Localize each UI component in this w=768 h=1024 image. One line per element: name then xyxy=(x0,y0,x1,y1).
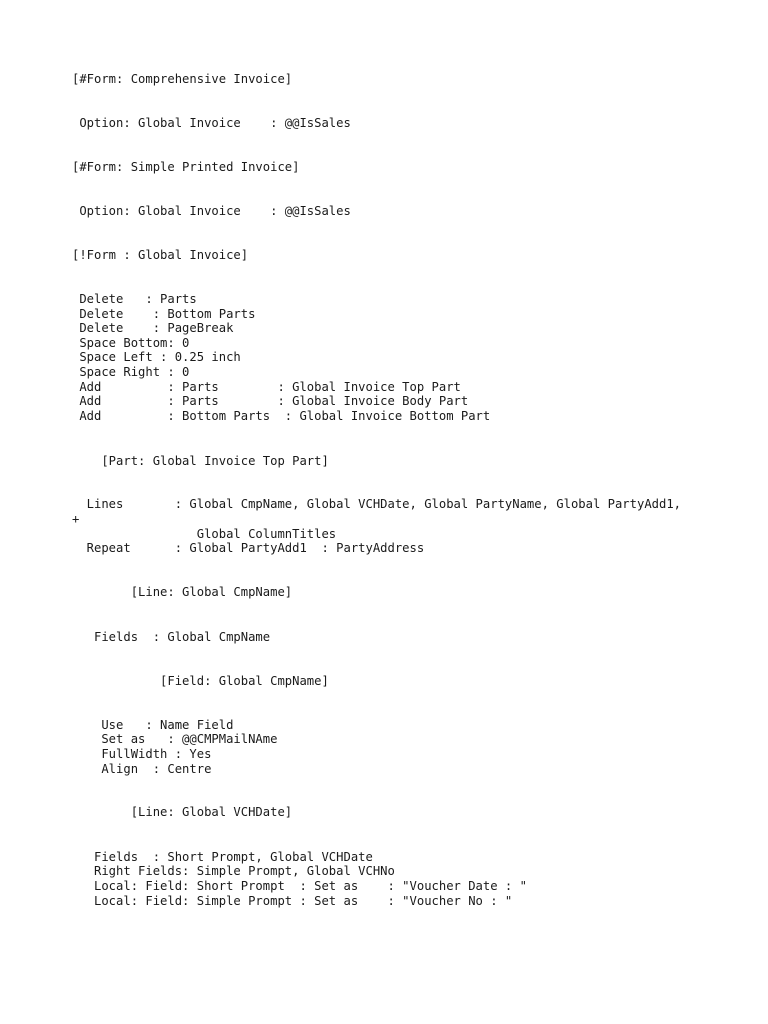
code-line: [!Form : Global Invoice] xyxy=(72,248,249,262)
code-line: Option: Global Invoice : @@IsSales xyxy=(72,204,351,218)
code-line: Local: Field: Short Prompt : Set as : "Voucher Date : " xyxy=(72,879,527,893)
code-line: Add : Bottom Parts : Global Invoice Bottom Part xyxy=(72,409,491,423)
code-line: Delete : Parts xyxy=(72,292,197,306)
code-line: Add : Parts : Global Invoice Body Part xyxy=(72,394,469,408)
code-line: Option: Global Invoice : @@IsSales xyxy=(72,116,351,130)
code-line: Delete : Bottom Parts xyxy=(72,307,256,321)
code-line: [Line: Global CmpName] xyxy=(72,585,293,599)
code-line: Global ColumnTitles xyxy=(72,527,337,541)
code-line: [Part: Global Invoice Top Part] xyxy=(72,454,329,468)
code-line: [Field: Global CmpName] xyxy=(72,674,329,688)
code-line: Repeat : Global PartyAdd1 : PartyAddress xyxy=(72,541,425,555)
code-line: Set as : @@CMPMailNAme xyxy=(72,732,278,746)
code-line: Add : Parts : Global Invoice Top Part xyxy=(72,380,461,394)
code-line: Fields : Global CmpName xyxy=(72,630,271,644)
code-line: Space Left : 0.25 inch xyxy=(72,350,241,364)
code-line: [#Form: Comprehensive Invoice] xyxy=(72,72,293,86)
code-line: Local: Field: Simple Prompt : Set as : "Voucher No : " xyxy=(72,894,513,908)
code-line: [Line: Global VCHDate] xyxy=(72,805,293,819)
code-line: Space Bottom: 0 xyxy=(72,336,190,350)
code-line: Right Fields: Simple Prompt, Global VCHNo xyxy=(72,864,395,878)
code-line: Delete : PageBreak xyxy=(72,321,234,335)
code-line: Lines : Global CmpName, Global VCHDate, Global PartyName, Global PartyAdd1, xyxy=(72,497,682,511)
code-line: [#Form: Simple Printed Invoice] xyxy=(72,160,300,174)
code-line: FullWidth : Yes xyxy=(72,747,212,761)
code-line: Space Right : 0 xyxy=(72,365,190,379)
code-line: + xyxy=(72,512,80,526)
code-line: Fields : Short Prompt, Global VCHDate xyxy=(72,850,373,864)
code-line: Align : Centre xyxy=(72,762,212,776)
code-line: Use : Name Field xyxy=(72,718,234,732)
